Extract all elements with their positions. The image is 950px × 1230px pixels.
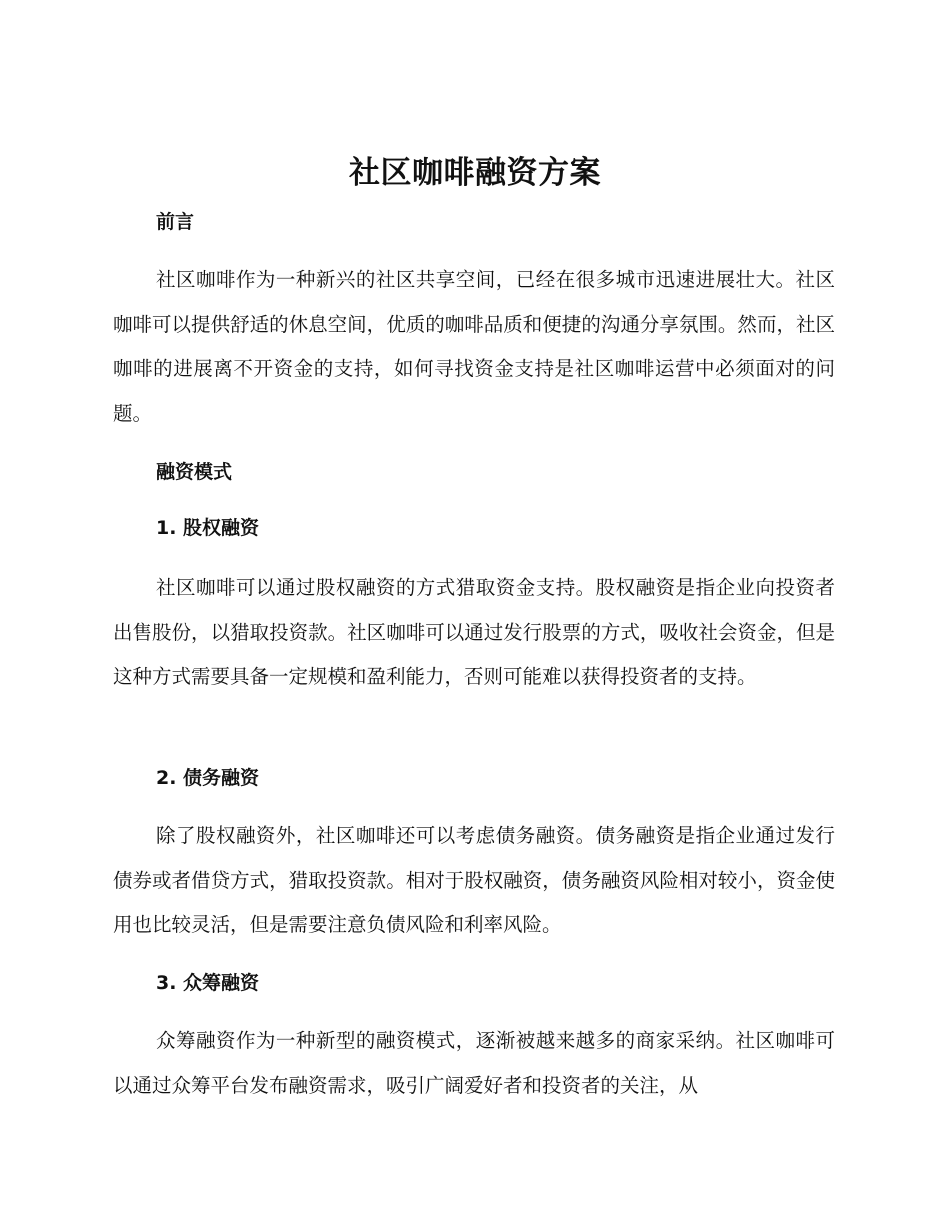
section-heading-models: 融资模式 xyxy=(156,461,233,483)
section-heading-equity: 1. 股权融资 xyxy=(156,517,260,539)
paragraph-preface: 社区咖啡作为一种新兴的社区共享空间，已经在很多城市迅速进展壮大。社区咖啡可以提供舒适的休息空间，优质的咖啡品质和便捷的沟通分享氛围。然而，社区咖啡的进展离不开资金的支持，如何寻找资金支持是社区咖啡运营中必须面对的问题。 xyxy=(113,268,835,426)
document-title: 社区咖啡融资方案 xyxy=(349,155,601,191)
paragraph-debt: 除了股权融资外，社区咖啡还可以考虑债务融资。债务融资是指企业通过发行债券或者借贷方式，猎取投资款。相对于股权融资，债务融资风险相对较小，资金使用也比较灵活，但是需要注意负债风险和利率风险。 xyxy=(113,824,835,937)
paragraph-equity: 社区咖啡可以通过股权融资的方式猎取资金支持。股权融资是指企业向投资者出售股份，以猎取投资款。社区咖啡可以通过发行股票的方式，吸收社会资金，但是这种方式需要具备一定规模和盈利能力，否则可能难以获得投资者的支持。 xyxy=(113,576,835,689)
section-heading-preface: 前言 xyxy=(156,211,195,233)
section-heading-crowdfunding: 3. 众筹融资 xyxy=(156,972,260,994)
section-heading-debt: 2. 债务融资 xyxy=(156,767,260,789)
paragraph-crowdfunding: 众筹融资作为一种新型的融资模式，逐渐被越来越多的商家采纳。社区咖啡可以通过众筹平台发布融资需求，吸引广阔爱好者和投资者的关注，从 xyxy=(113,1029,835,1097)
